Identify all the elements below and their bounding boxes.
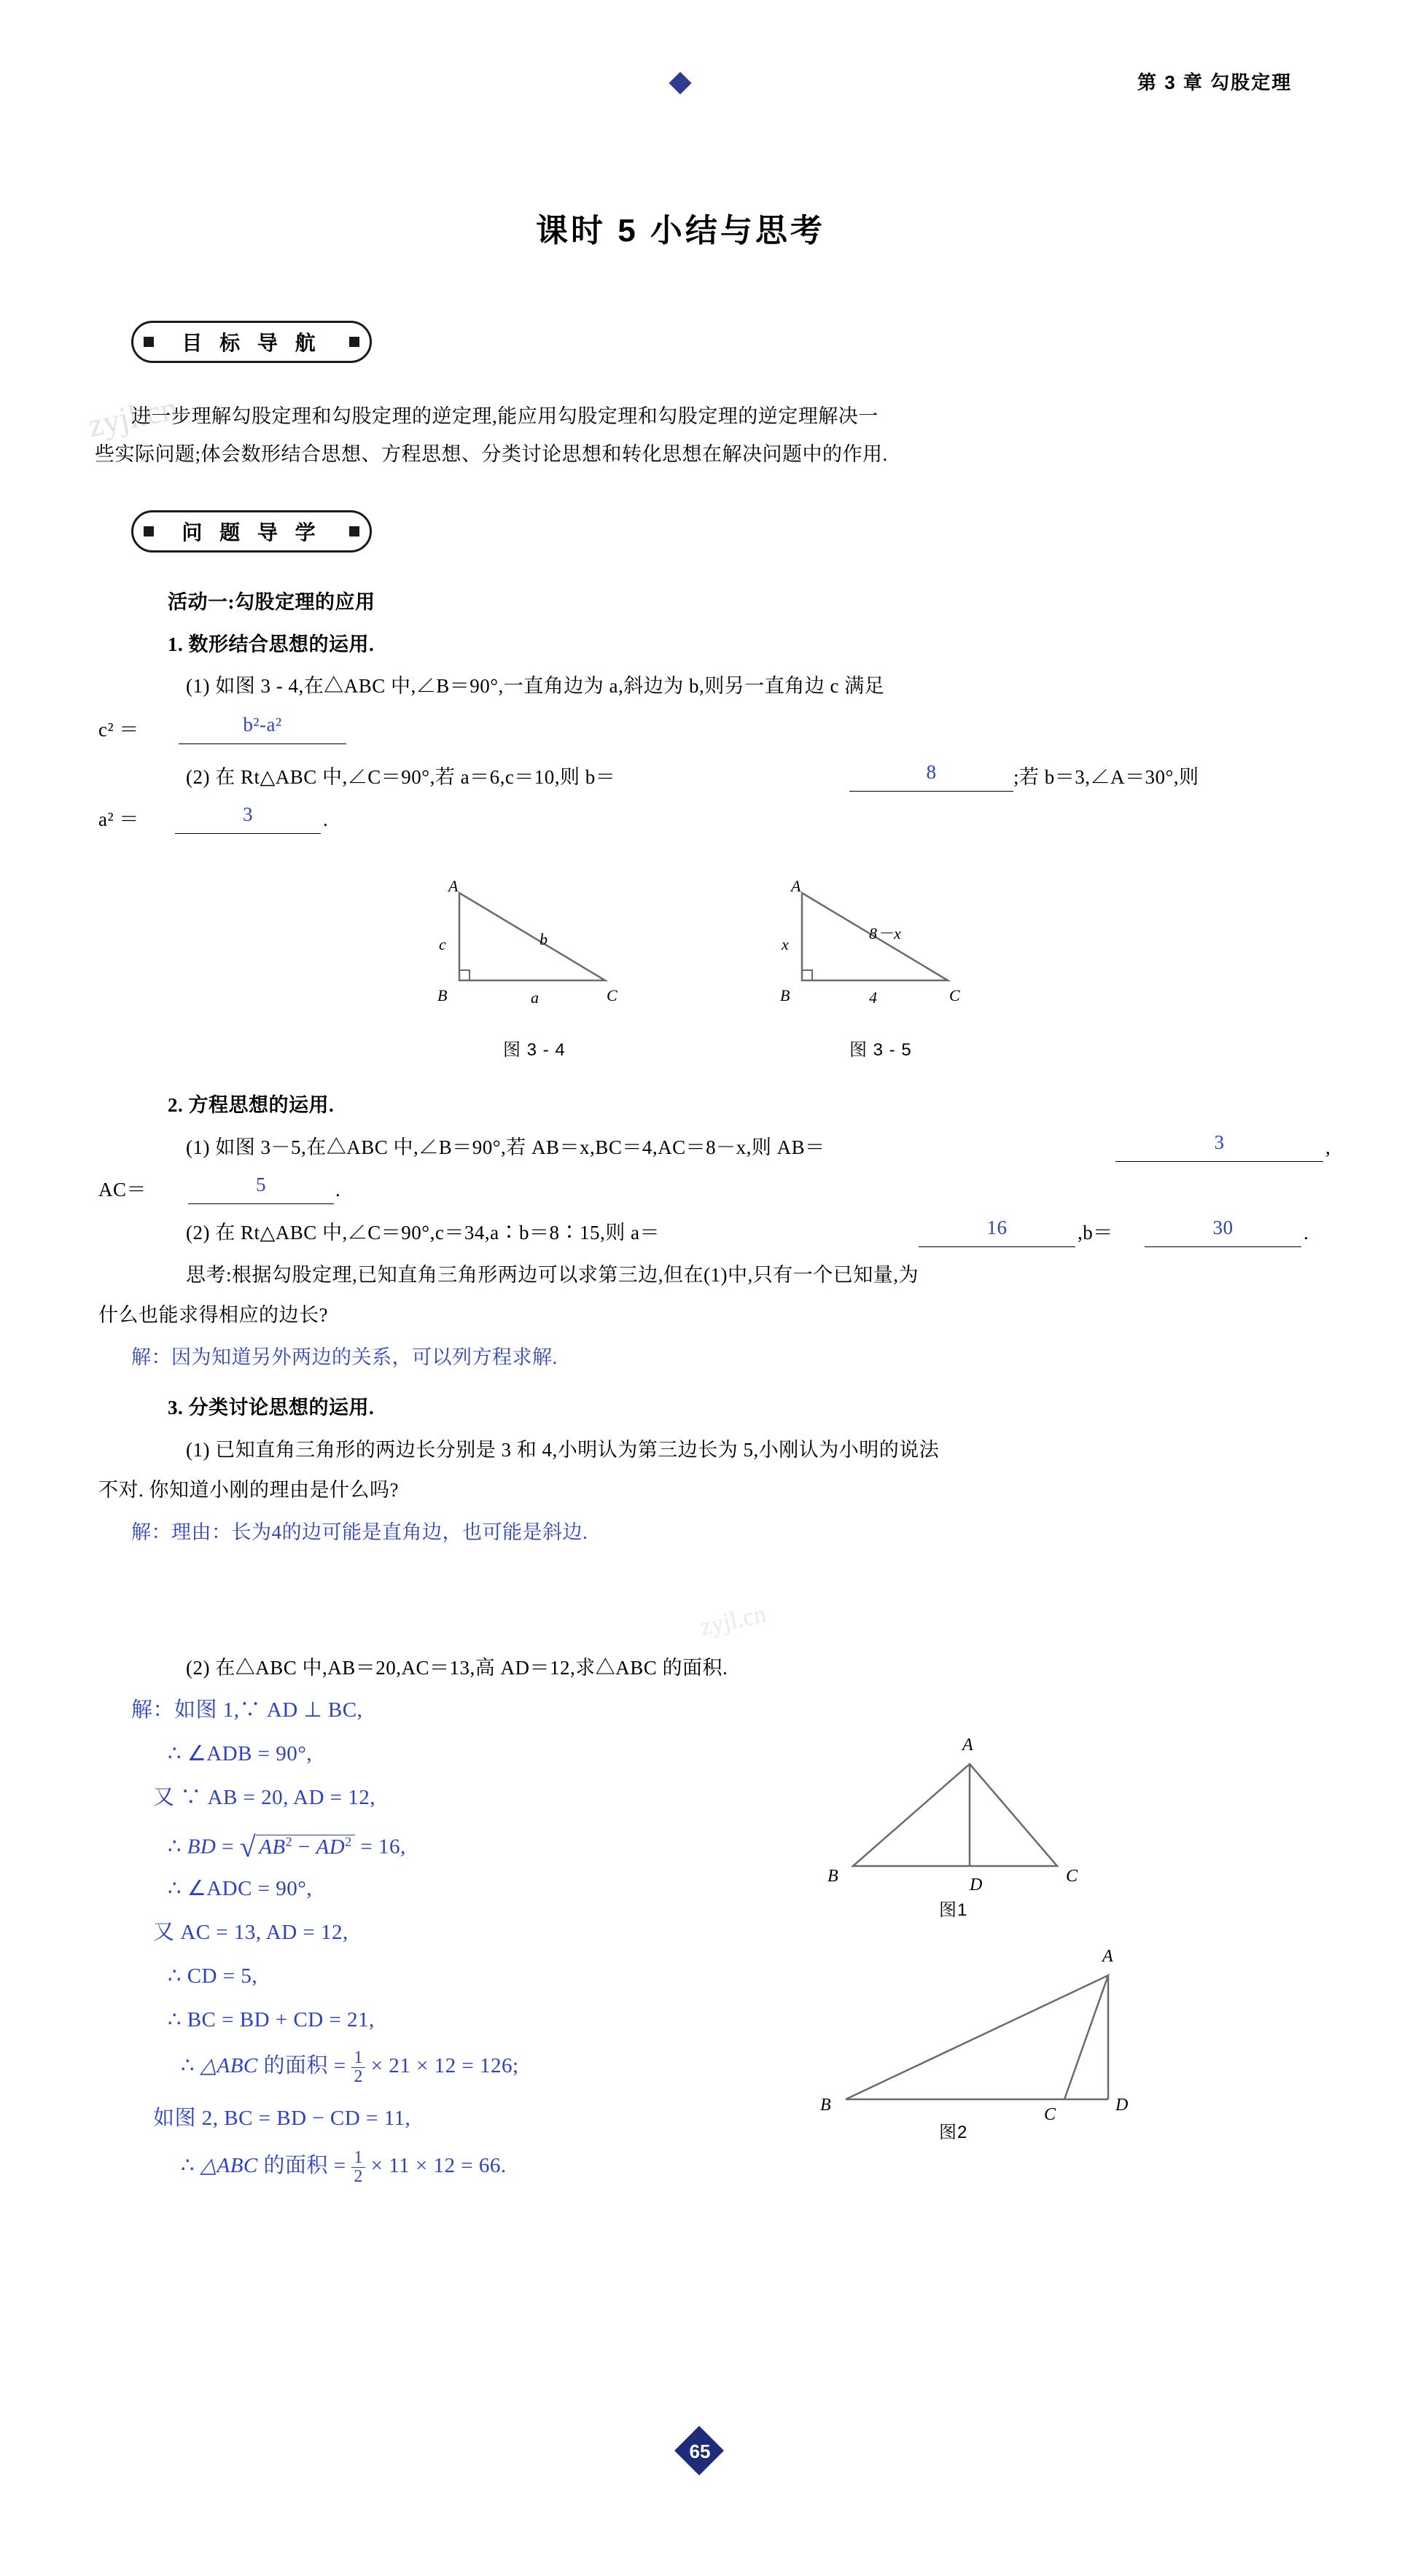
tag-dot-right-icon-2	[349, 526, 359, 536]
tag-dot-right-icon	[349, 337, 359, 347]
q2-answer-ac-blank[interactable]	[188, 1166, 334, 1204]
section-tag-goal	[131, 321, 372, 363]
tag-dot-left-icon	[144, 337, 154, 347]
goal-text-line-2: 些实际问题;体会数形结合思想、方程思想、分类讨论思想和转化思想在解决问题中的作用.	[95, 443, 888, 465]
fig2-label-A: A	[1102, 1947, 1114, 1966]
q3-heading: 3. 分类讨论思想的运用.	[168, 1397, 375, 1418]
q3-line-3: (2) 在△ABC 中,AB＝20,AC＝13,高 AD＝12,求△ABC 的面积.	[186, 1657, 728, 1679]
q2-answer-a: 16	[986, 1217, 1008, 1238]
fig34-label-B: B	[437, 986, 448, 1004]
q1-answer-1-blank[interactable]	[179, 706, 346, 744]
figure-1-triangle	[831, 1742, 1166, 1910]
q1-line-3b: ;若 b＝3,∠A＝30°,则	[1013, 766, 1199, 788]
q1-line-2-prefix	[98, 711, 139, 749]
watermark: zyjl.cn	[85, 389, 181, 445]
q1-answer-1: b²-a²	[243, 714, 282, 735]
goal-text-line-1: 进一步理解勾股定理和勾股定理的逆定理,能应用勾股定理和勾股定理的逆定理解决一	[131, 405, 879, 427]
q2-answer-a-blank[interactable]	[919, 1209, 1075, 1247]
tag-label-2: 问 题 导 学	[182, 521, 322, 544]
q2-answer-ac: 5	[256, 1174, 266, 1195]
fig35-label-base: 4	[869, 988, 878, 1007]
q1-line-4-suffix: .	[323, 808, 329, 830]
q1-line-1: (1) 如图 3 - 4,在△ABC 中,∠B＝90°,一直角边为 a,斜边为 b,则另一直角边 c 满足	[186, 675, 885, 697]
fig34-caption: 图 3 - 4	[503, 1040, 566, 1060]
fig1-label-D: D	[970, 1876, 983, 1894]
figure-2-triangle	[824, 1954, 1188, 2143]
q3-solution-1: 解：理由：长为4的边可能是直角边，也可能是斜边.	[131, 1521, 588, 1543]
fig35-label-x: x	[782, 935, 790, 953]
fig1-label-B: B	[827, 1867, 839, 1886]
q2-line-2-suffix: .	[335, 1179, 341, 1201]
fig1-label-A: A	[962, 1736, 974, 1755]
q1-answer-2: 8	[926, 761, 937, 783]
section-tag-guide	[131, 510, 372, 553]
q3-step-8: ∴ △ABC 的面积 = $\frac{1}{2}$ × 21 × 12 = 126;	[181, 2048, 519, 2086]
fig34-label-c: c	[439, 935, 447, 953]
fig35-label-A: A	[791, 877, 801, 895]
fig35-label-C: C	[949, 986, 961, 1004]
q2-solution: 解：因为知道另外两边的关系，可以列方程求解.	[131, 1346, 558, 1368]
q3-step-10: ∴ △ABC 的面积 = $\frac{1}{2}$ × 11 × 12 = 66.	[181, 2147, 507, 2186]
q1-answer-3-blank[interactable]	[175, 795, 321, 834]
q3-step-0: 解：如图 1,∵ AD ⊥ BC,	[131, 1698, 363, 1722]
page-title: 课时 5 小结与思考	[536, 213, 825, 249]
q3-step-5: 又 AC = 13, AD = 12,	[153, 1921, 348, 1944]
q2-line-1-tail: ,	[1325, 1136, 1331, 1158]
q2-think-line-1: 思考:根据勾股定理,已知直角三角形两边可以求第三边,但在(1)中,只有一个已知量,为	[186, 1264, 919, 1286]
fig34-label-b: b	[540, 930, 548, 948]
q1-answer-2-blank[interactable]	[849, 753, 1013, 792]
q3-step-3-text: ∴ BD =	[168, 1835, 240, 1859]
q2-line-1: (1) 如图 3－5,在△ABC 中,∠B＝90°,若 AB＝x,BC＝4,AC＝8－x,则 AB＝	[186, 1136, 825, 1158]
fig35-caption: 图 3 - 5	[849, 1040, 912, 1060]
q1-heading: 1. 数形结合思想的运用.	[168, 633, 375, 655]
q3-step-4: ∴ ∠ADC = 90°,	[168, 1877, 313, 1900]
q1-line-4-prefix: a² ＝	[98, 808, 139, 830]
q1-answer-3: 3	[243, 803, 253, 825]
tag-label: 目 标 导 航	[182, 332, 322, 354]
fig1-label-C: C	[1066, 1867, 1078, 1886]
fig2-label-B: B	[820, 2096, 832, 2115]
q2-line-3-mid: ,b＝	[1078, 1222, 1113, 1244]
q3-step-2: 又 ∵ AB = 20, AD = 12,	[153, 1786, 376, 1809]
q2-answer-ab: 3	[1214, 1131, 1225, 1153]
q2-think-line-2: 什么也能求得相应的边长?	[98, 1304, 328, 1326]
q2-line-2-prefix: AC＝	[98, 1179, 147, 1201]
q1-line-2-label: c² ＝	[98, 719, 139, 741]
q2-answer-b: 30	[1212, 1217, 1234, 1238]
q1-line-3: (2) 在 Rt△ABC 中,∠C＝90°,若 a＝6,c＝10,则 b＝	[186, 766, 616, 788]
fig2-caption: 图2	[939, 2123, 968, 2142]
activity-1-heading: 活动一:勾股定理的应用	[168, 591, 375, 613]
fig34-label-a: a	[531, 988, 540, 1007]
fig2-label-D: D	[1115, 2096, 1129, 2115]
q2-answer-b-blank[interactable]	[1145, 1209, 1301, 1247]
q2-heading: 2. 方程思想的运用.	[168, 1094, 335, 1116]
fig35-label-hyp: 8－x	[869, 924, 902, 942]
q3-step-9: 如图 2, BC = BD − CD = 11,	[153, 2107, 411, 2130]
q2-line-3: (2) 在 Rt△ABC 中,∠C＝90°,c＝34,a∶b＝8∶15,则 a＝	[186, 1222, 661, 1244]
q3-line-1: (1) 已知直角三角形的两边长分别是 3 和 4,小明认为第三边长为 5,小刚认为小明的说法	[186, 1439, 940, 1461]
q2-answer-ab-blank[interactable]	[1115, 1123, 1323, 1162]
fig2-label-C: C	[1044, 2105, 1056, 2124]
page-number: 65	[689, 2440, 711, 2462]
page-number-badge	[669, 2427, 741, 2475]
q3-step-6: ∴ CD = 5,	[168, 1964, 258, 1988]
fig34-label-A: A	[448, 877, 459, 895]
watermark-secondary: zyjl.cn	[698, 1600, 769, 1642]
q3-step-7: ∴ BC = BD + CD = 21,	[168, 2008, 375, 2031]
header-chapter-title: 第 3 章 勾股定理	[1137, 71, 1293, 93]
q3-line-2: 不对. 你知道小刚的理由是什么吗?	[98, 1479, 399, 1501]
header-diamond-icon	[669, 71, 691, 94]
q3-step-1: ∴ ∠ADB = 90°,	[168, 1742, 313, 1765]
fig35-label-B: B	[780, 986, 790, 1004]
tag-dot-left-icon-2	[144, 526, 154, 536]
fig1-caption: 图1	[939, 1900, 968, 1920]
q3-step-3: ∴ BD = √ $AB^2 - AD^2 = 16$,	[168, 1830, 406, 1863]
fig34-label-C: C	[607, 986, 618, 1004]
q2-line-3-tail: .	[1304, 1222, 1309, 1244]
